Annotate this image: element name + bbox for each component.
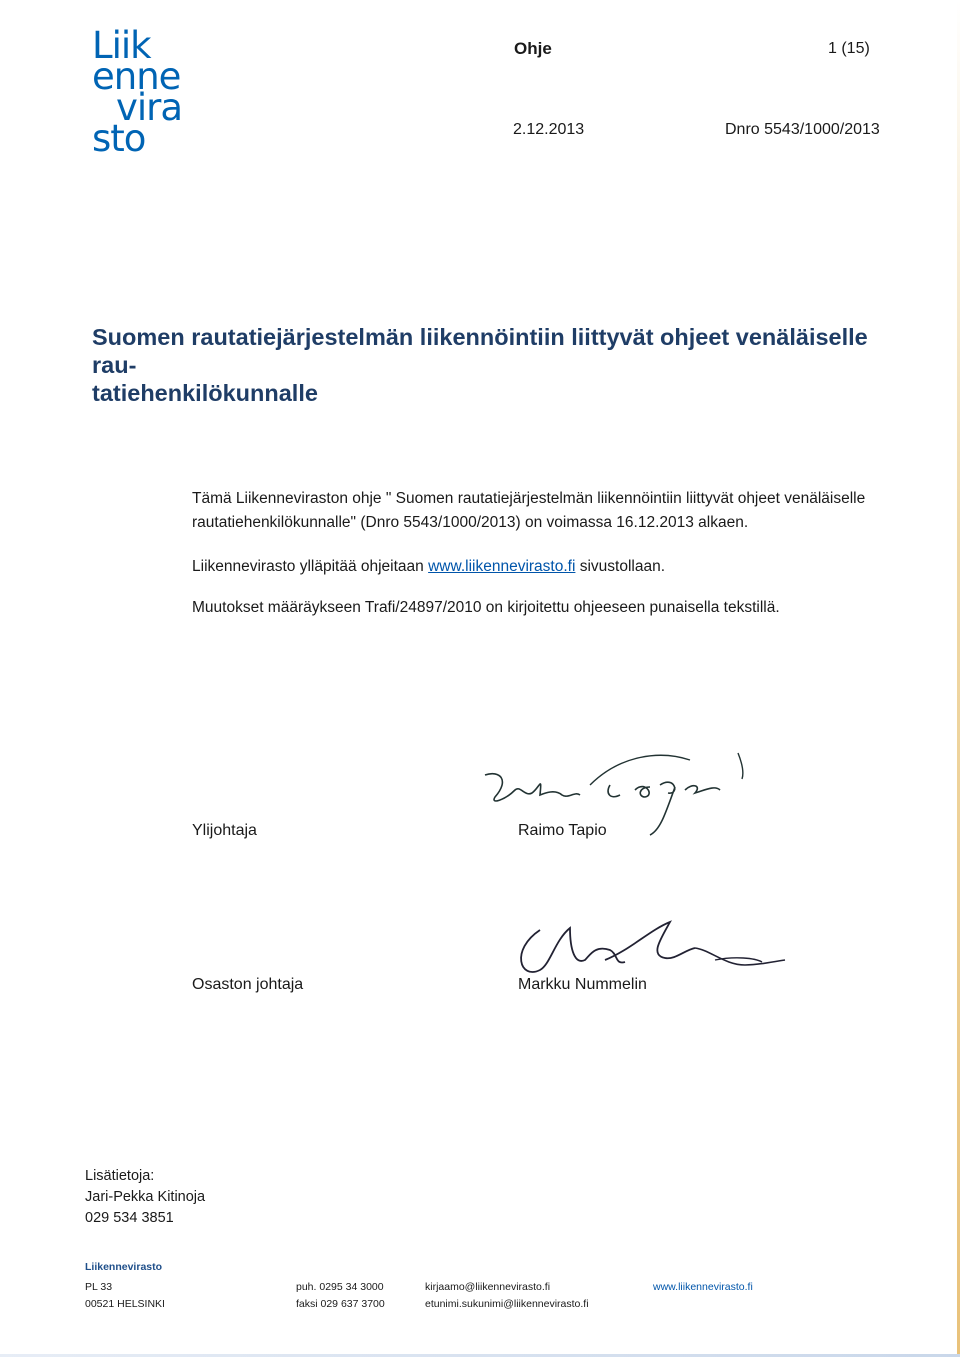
body-paragraph-changes: Muutokset määräykseen Trafi/24897/2010 on kirjoitettu ohjeeseen punaisella tekstillä.: [192, 599, 780, 616]
signer-role-1: Ylijohtaja: [192, 822, 257, 839]
footer-website-link[interactable]: www.liikennevirasto.fi: [653, 1281, 753, 1293]
website-link[interactable]: www.liikennevirasto.fi: [428, 558, 576, 575]
website-text-after: sivustollaan.: [575, 558, 666, 575]
footer-po-box: PL 33: [85, 1281, 113, 1293]
body-paragraph-validity: Tämä Liikenneviraston ohje " Suomen rautatiejärjestelmän liikennöintiin liittyvät ohjeet venäläiselle rautatiehenkilökunnalle" (Dnro 5543/1000/2013) on voimassa 16.12.2013 alkaen.: [192, 490, 866, 531]
signature-raimo-tapio: [470, 735, 780, 845]
contact-person: Jari-Pekka Kitinoja: [85, 1189, 206, 1205]
footer-postal-city: 00521 HELSINKI: [85, 1298, 165, 1310]
footer-fax: faksi 029 637 3700: [296, 1298, 385, 1310]
logo-line-1: Liik: [92, 24, 151, 67]
signer-name-2: Markku Nummelin: [518, 976, 647, 993]
contact-phone: 029 534 3851: [85, 1210, 174, 1226]
footer-phone: puh. 0295 34 3000: [296, 1281, 384, 1293]
body-paragraph-website: [192, 555, 922, 579]
logo-line-2: enne: [92, 55, 181, 98]
document-reference-number: Dnro 5543/1000/2013: [725, 121, 880, 138]
document-type: Ohje: [514, 39, 552, 58]
more-info-label: Lisätietoja:: [85, 1168, 155, 1184]
logo-line-4: sto: [92, 117, 146, 160]
website-text-before: Liikennevirasto ylläpitää ohjeitaan: [192, 558, 429, 575]
footer-email[interactable]: kirjaamo@liikennevirasto.fi: [425, 1281, 551, 1293]
logo-line-3: vira: [116, 86, 183, 129]
signer-name-1: Raimo Tapio: [518, 822, 607, 839]
page-number: 1 (15): [828, 40, 870, 57]
footer-organization: Liikennevirasto: [85, 1261, 163, 1273]
signature-markku-nummelin: [500, 910, 800, 985]
signer-role-2: Osaston johtaja: [192, 976, 304, 993]
footer-email-pattern: etunimi.sukunimi@liikennevirasto.fi: [425, 1298, 589, 1310]
document-date: 2.12.2013: [513, 121, 585, 138]
page-title: Suomen rautatiejärjestelmän liikennöintiin liittyvät ohjeet venäläiselle rau- tatiehenkilökunnalle: [92, 324, 868, 406]
liikennevirasto-logo: [92, 24, 212, 160]
